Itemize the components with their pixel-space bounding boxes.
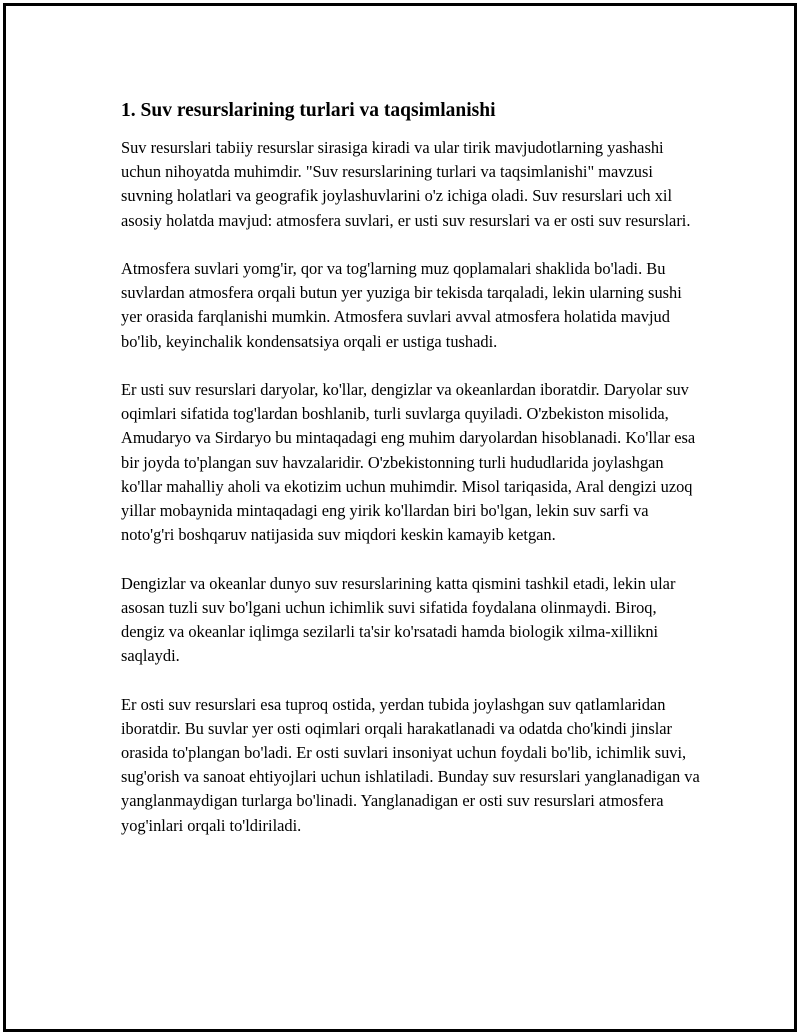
paragraph-atmosphere-intro: Suv resurslari tabiiy resurslar sirasiga kiradi va ular tirik mavjudotlarning yashashi uchun nihoyatda muhimdir. "Suv resurslarining turlari va taqsimlanishi" mavzusi suvning holatlari va geografik joylashuvlarini o'z ichiga oladi. Suv resurslari uch xil asosiy holatda mavjud: atmosfera suvlari, er usti suv resurslari va er osti suv resurslari. xyxy=(121,138,691,230)
paragraph-groundwater: Er osti suv resurslari esa tuproq ostida, yerdan tubida joylashgan suv qatlamlaridan iboratdir. Bu suvlar yer osti oqimlari orqali harakatlanadi va odatda cho'kindi jinslar orasida to'plangan bo'ladi. Er osti suvlari insoniyat uchun foydali bo'lib, ichimlik suvi, sug'orish va sanoat ehtiyojlari uchun ishlatiladi. Bunday suv resurslari yanglanadigan va yanglanmaydigan turlarga bo'linadi. Yanglanadigan er osti suv resurslari atmosfera yog'inlari orqali to'ldiriladi. xyxy=(121,694,700,835)
document-title: 1. Suv resurslarining turlari va taqsimlanishi xyxy=(121,100,496,121)
page-frame xyxy=(3,3,797,1032)
paragraph-seas-oceans: Dengizlar va okeanlar dunyo suv resurslarining katta qismini tashkil etadi, lekin ular asosan tuzli suv bo'lgani uchun ichimlik suvi sifatida foydalana olinmaydi. Biroq, dengiz va okeanlar iqlimga sezilarli ta'sir ko'rsatadi hamda biologik xilma-xillikni saqlaydi. xyxy=(121,573,676,666)
document-body xyxy=(121,99,701,862)
paragraph-surface-water: Er usti suv resurslari daryolar, ko'llar, dengizlar va okeanlardan iboratdir. Daryolar suv oqimlari sifatida tog'lardan boshlanib, turli suvlarga quyiladi. O'zbekiston misolida, Amudaryo va Sirdaryo bu mintaqadagi eng muhim daryolardan hisoblanadi. Ko'llar esa bir joyda to'plangan suv havzalaridir. O'zbekistonning turli hududlarida joylashgan ko'llar mahalliy aholi va ekotizim uchun muhimdir. Misol tariqasida, Aral dengizi uzoq yillar mobaynida mintaqadagi eng yirik ko'llardan biri bo'lgan, lekin suv sarfi va noto'g'ri boshqaruv natijasida suv miqdori keskin kamayib ketgan. xyxy=(121,380,696,545)
paragraph-atmospheric-water: Atmosfera suvlari yomg'ir, qor va tog'larning muz qoplamalari shaklida bo'ladi. Bu suvlardan atmosfera orqali butun yer yuziga bir tekisda tarqaladi, lekin ularning sushi yer orasida farqlanishi mumkin. Atmosfera suvlari avval atmosfera holatida mavjud bo'lib, keyinchalik kondensatsiya orqali er ustiga tushadi. xyxy=(121,259,682,351)
